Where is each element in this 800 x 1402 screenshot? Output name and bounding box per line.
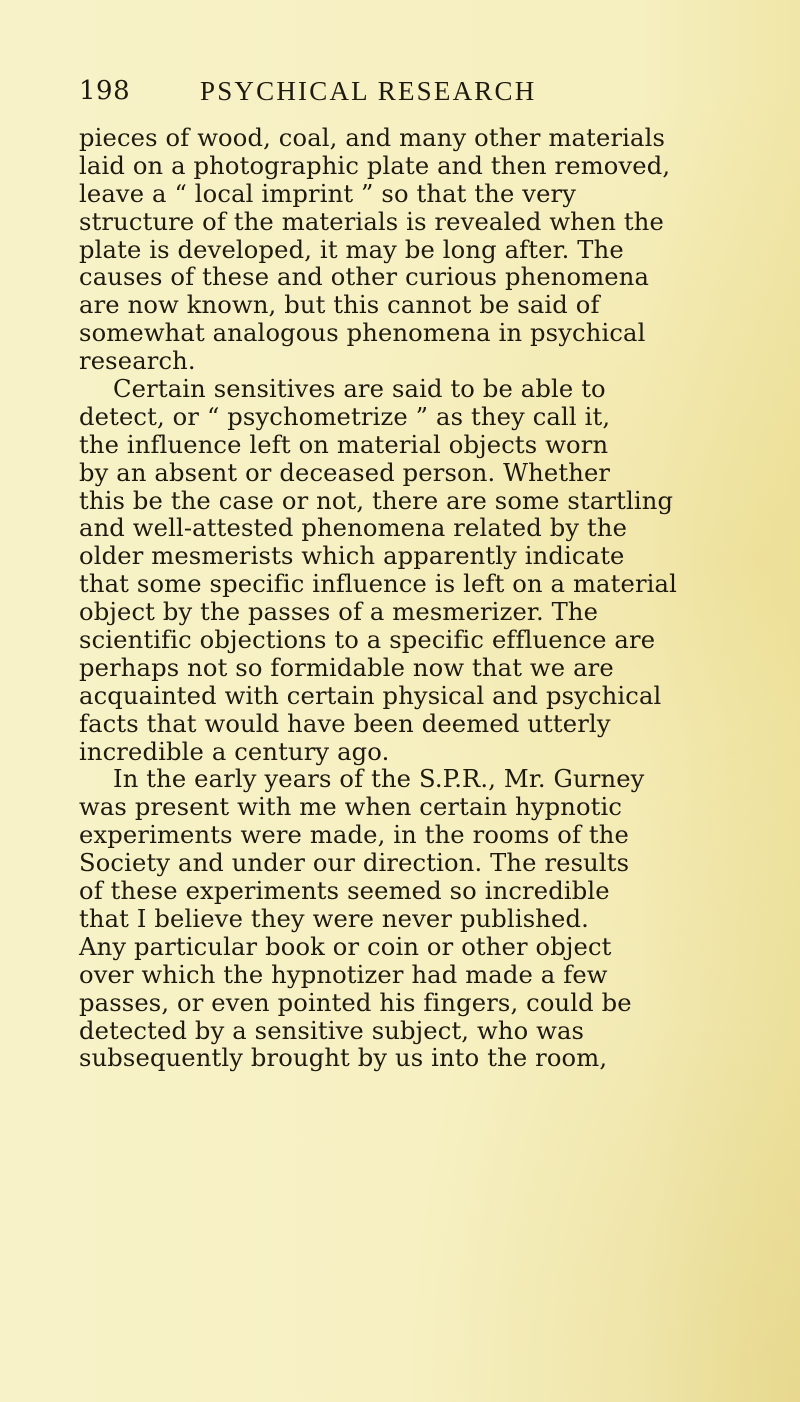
text-line: by an absent or deceased person. Whether (79, 458, 611, 487)
text-line: was present with me when certain hypnotic (79, 793, 623, 822)
text-line: and well-attested phenomena related by the (79, 514, 628, 543)
text-line: detected by a sensitive subject, who was (79, 1016, 585, 1045)
body-text (79, 125, 779, 1073)
text-line: object by the passes of a mesmerizer. The (79, 598, 599, 627)
text-line: Society and under our direction. The results (79, 849, 630, 878)
text-line: this be the case or not, there are some startling (79, 486, 674, 515)
running-title: PSYCHICAL RESEARCH (200, 76, 537, 106)
text-line: that some specific influence is left on a material (79, 570, 678, 599)
text-line: detect, or “ psychometrize ” as they call it, (79, 402, 611, 431)
text-line: over which the hypnotizer had made a few (79, 960, 608, 989)
text-line: facts that would have been deemed utterly (79, 709, 611, 738)
text-line: pieces of wood, coal, and many other materials (79, 124, 666, 152)
text-line: incredible a century ago. (79, 737, 390, 766)
text-line: structure of the materials is revealed when the (79, 207, 664, 236)
text-line: acquainted with certain physical and psychical (79, 681, 662, 710)
page-header (79, 76, 739, 112)
text-line: older mesmerists which apparently indicate (79, 542, 625, 571)
text-line: that I believe they were never published. (79, 904, 589, 933)
text-line: experiments were made, in the rooms of the (79, 821, 629, 850)
text-line: research. (79, 347, 196, 376)
text-line: In the early years of the S.P.R., Mr. Gurney (113, 765, 645, 794)
text-line: Certain sensitives are said to be able to (113, 375, 606, 404)
text-line: are now known, but this cannot be said of (79, 291, 600, 320)
text-line: laid on a photographic plate and then removed, (79, 151, 671, 180)
text-line: somewhat analogous phenomena in psychical (79, 319, 646, 348)
text-line: the influence left on material objects worn (79, 430, 609, 459)
text-line: scientific objections to a specific effluence are (79, 626, 656, 655)
text-line: perhaps not so formidable now that we are (79, 653, 614, 682)
text-line: Any particular book or coin or other object (79, 932, 612, 961)
text-line: causes of these and other curious phenomena (79, 263, 650, 292)
page-number: 198 (79, 76, 131, 106)
text-line: leave a “ local imprint ” so that the very (79, 179, 577, 208)
text-line: passes, or even pointed his fingers, could be (79, 988, 632, 1017)
text-line: of these experiments seemed so incredible (79, 877, 610, 906)
text-line: subsequently brought by us into the room, (79, 1044, 608, 1073)
text-line: plate is developed, it may be long after. The (79, 235, 624, 264)
